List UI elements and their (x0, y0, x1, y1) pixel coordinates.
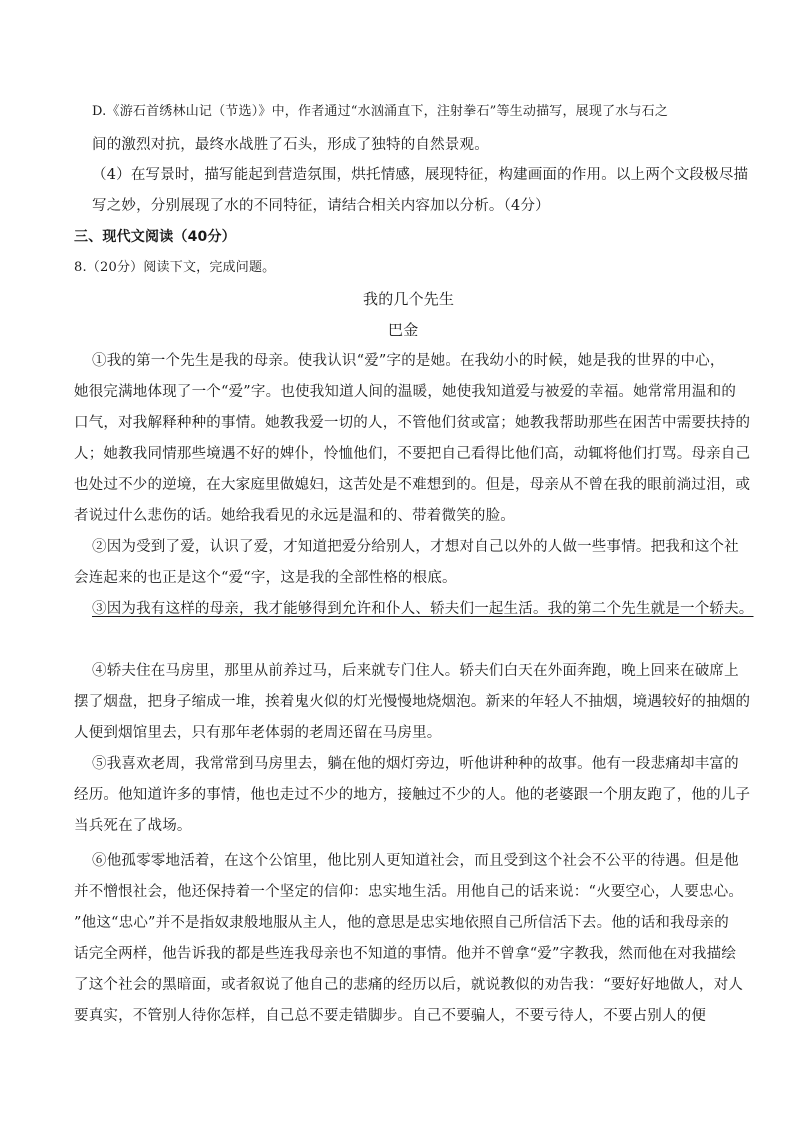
article-author: 巴金 (388, 321, 419, 339)
option-d-line-1: D.《游石首绣林山记（节选）》中，作者通过“水汹涌直下，注射拳石”等生动描写，展现了水与石之 (92, 104, 669, 119)
paragraph-1-line-5: 也处过不少的逆境，在大家庭里做媳妇，这苦处是不难想到的。但是，母亲从不曾在我的眼前淌过泪，或 (74, 477, 751, 493)
paragraph-2-line-2: 会连起来的也正是这个“爱“字，这是我的全部性格的根底。 (74, 570, 457, 586)
paragraph-6-line-3: ”他这“忠心”并不是指奴隶般地服从主人，他的意思是忠实地依照自己所信活下去。他的话和我母亲的 (74, 915, 729, 931)
paragraph-6-line-2: 并不憎恨社会，他还保持着一个坚定的信仰：忠实地生活。用他自己的话来说：“火要空心，人要忠心。 (74, 884, 744, 900)
paragraph-1-line-6: 者说过什么悲伤的话。她给我看见的永远是温和的、带着微笑的脸。 (74, 508, 515, 524)
paragraph-4-line-2: 摆了烟盘，把身子缩成一堆，挨着鬼火似的灯光慢慢地烧烟泡。新来的年轻人不抽烟，境遇较好的抽烟的 (74, 694, 751, 710)
article-title: 我的几个先生 (363, 290, 455, 308)
paragraph-6-line-6: 要真实，不管别人待你怎样，自己总不要走错脚步。自己不要骗人，不要亏待人，不要占别人的便 (74, 1008, 707, 1024)
paragraph-3-underlined: ③因为我有这样的母亲，我才能够得到允许和仆人、轿夫们一起生活。我的第二个先生就是一个轿夫。 (92, 601, 754, 617)
question-4-line-1: （4）在写景时，描写能起到营造氛围，烘托情感，展现特征，构建画面的作用。以上两个文段极尽描 (92, 167, 749, 183)
paragraph-6-line-4: 话完全两样，他告诉我的都是些连我母亲也不知道的事情。他并不曾拿“爱”字教我，然而他在对我描绘 (74, 946, 737, 962)
question-8-prompt: 8.（20分）阅读下文，完成问题。 (74, 260, 276, 275)
paragraph-6-line-5: 了这个社会的黑暗面，或者叙说了他自己的悲痛的经历以后，就说教似的劝告我：“要好好地做人，对人 (74, 977, 744, 993)
paragraph-5-line-1: ⑤我喜欢老周，我常常到马房里去，躺在他的烟灯旁边，听他讲种种的故事。他有一段悲痛却丰富的 (92, 756, 739, 772)
paragraph-5-line-3: 当兵死在了战场。 (74, 818, 192, 834)
option-d-line-2: 间的激烈对抗，最终水战胜了石头，形成了独特的自然景观。 (92, 137, 489, 153)
question-4-line-2: 写之妙，分别展现了水的不同特征，请结合相关内容加以分析。（4分） (92, 198, 550, 214)
paragraph-4-line-3: 人便到烟馆里去，只有那年老体弱的老周还留在马房里。 (74, 725, 442, 741)
paragraph-1-line-1: ①我的第一个先生是我的母亲。使我认识“爱”字的是她。在我幼小的时候，她是我的世界的中心， (92, 353, 725, 369)
paragraph-5-line-2: 经历。他知道许多的事情，他也走过不少的地方，接触过不少的人。他的老婆跟一个朋友跑了，他的儿子 (74, 787, 751, 803)
paragraph-1-line-3: 口气，对我解释种种的事情。她教我爱一切的人，不管他们贫或富；她教我帮助那些在困苦中需要扶持的 (74, 415, 751, 431)
paragraph-1-line-2: 她很完满地体现了一个“爱”字。也使我知道人间的温暖，她使我知道爱与被爱的幸福。她常常用温和的 (74, 384, 737, 400)
paragraph-2-line-1: ②因为受到了爱，认识了爱，才知道把爱分给别人，才想对自己以外的人做一些事情。把我和这个社 (92, 539, 739, 555)
paragraph-6-line-1: ⑥他孤零零地活着，在这个公馆里，他比别人更知道社会，而且受到这个社会不公平的待遇。但是他 (92, 853, 739, 869)
paragraph-1-line-4: 人；她教我同情那些境遇不好的婢仆，怜恤他们，不要把自己看得比他们高，动辄将他们打骂。母亲自己 (74, 446, 751, 462)
paragraph-4-line-1: ④轿夫住在马房里，那里从前养过马，后来就专门住人。轿夫们白天在外面奔跑，晚上回来在破席上 (92, 663, 739, 679)
section-3-heading: 三、现代文阅读（40分） (74, 229, 236, 245)
